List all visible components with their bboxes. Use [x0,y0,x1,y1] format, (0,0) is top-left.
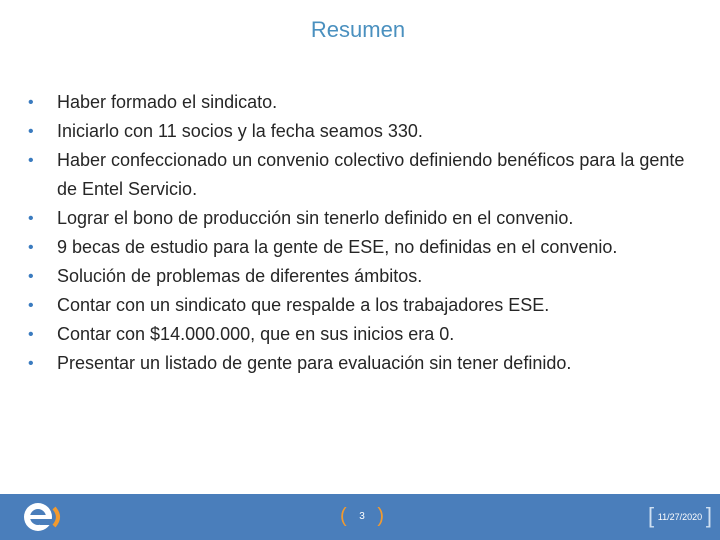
slide-title: Resumen [310,17,406,42]
bullet-item [28,320,693,349]
date-text: 11/27/2020 [657,512,703,522]
bullet-marker: • [28,297,34,314]
bullet-text: Contar con $14.000.000, que en sus inicios era 0. [57,324,455,344]
bullet-item [28,117,693,146]
bullet-marker: • [28,152,34,169]
page-number-text: 3 [359,511,365,522]
bullet-text: Solución de problemas de diferentes ámbitos. [57,266,423,286]
bullet-marker: • [28,239,34,256]
bullet-text: Presentar un listado de gente para evaluación sin tener definido. [57,353,572,373]
bullet-marker: • [28,123,34,140]
bracket-close: ] [705,503,712,528]
bullet-text: Haber confeccionado un convenio colectivo definiendo benéficos para la gente de Entel Servicio. [57,150,685,199]
bullet-text: Iniciarlo con 11 socios y la fecha seamos 330. [57,121,423,141]
bullet-text: Haber formado el sindicato. [57,92,278,112]
bullet-item [28,349,693,378]
bullet-marker: • [28,268,34,285]
bullet-text: Contar con un sindicato que respalde a los trabajadores ESE. [57,295,550,315]
bracket-open: [ [648,503,655,528]
footer-bar [0,494,720,540]
bullet-text: 9 becas de estudio para la gente de ESE, no definidas en el convenio. [57,237,618,257]
bullet-text: Lograr el bono de producción sin tenerlo definido en el convenio. [57,208,574,228]
bullet-item [28,291,693,320]
page-number [338,502,386,532]
bullet-item [28,262,693,291]
bullet-item [28,204,693,233]
entel-logo-icon [22,498,64,536]
bullet-marker: • [28,210,34,227]
bullet-item [28,88,693,117]
paren-open: ( [340,505,347,527]
bullet-marker: • [28,94,34,111]
bullet-marker: • [28,326,34,343]
paren-close: ) [377,505,384,527]
bullet-item [28,146,693,204]
slide-date [648,502,712,532]
bullet-item [28,233,693,262]
bullet-list [28,88,693,378]
bullet-marker: • [28,355,34,372]
